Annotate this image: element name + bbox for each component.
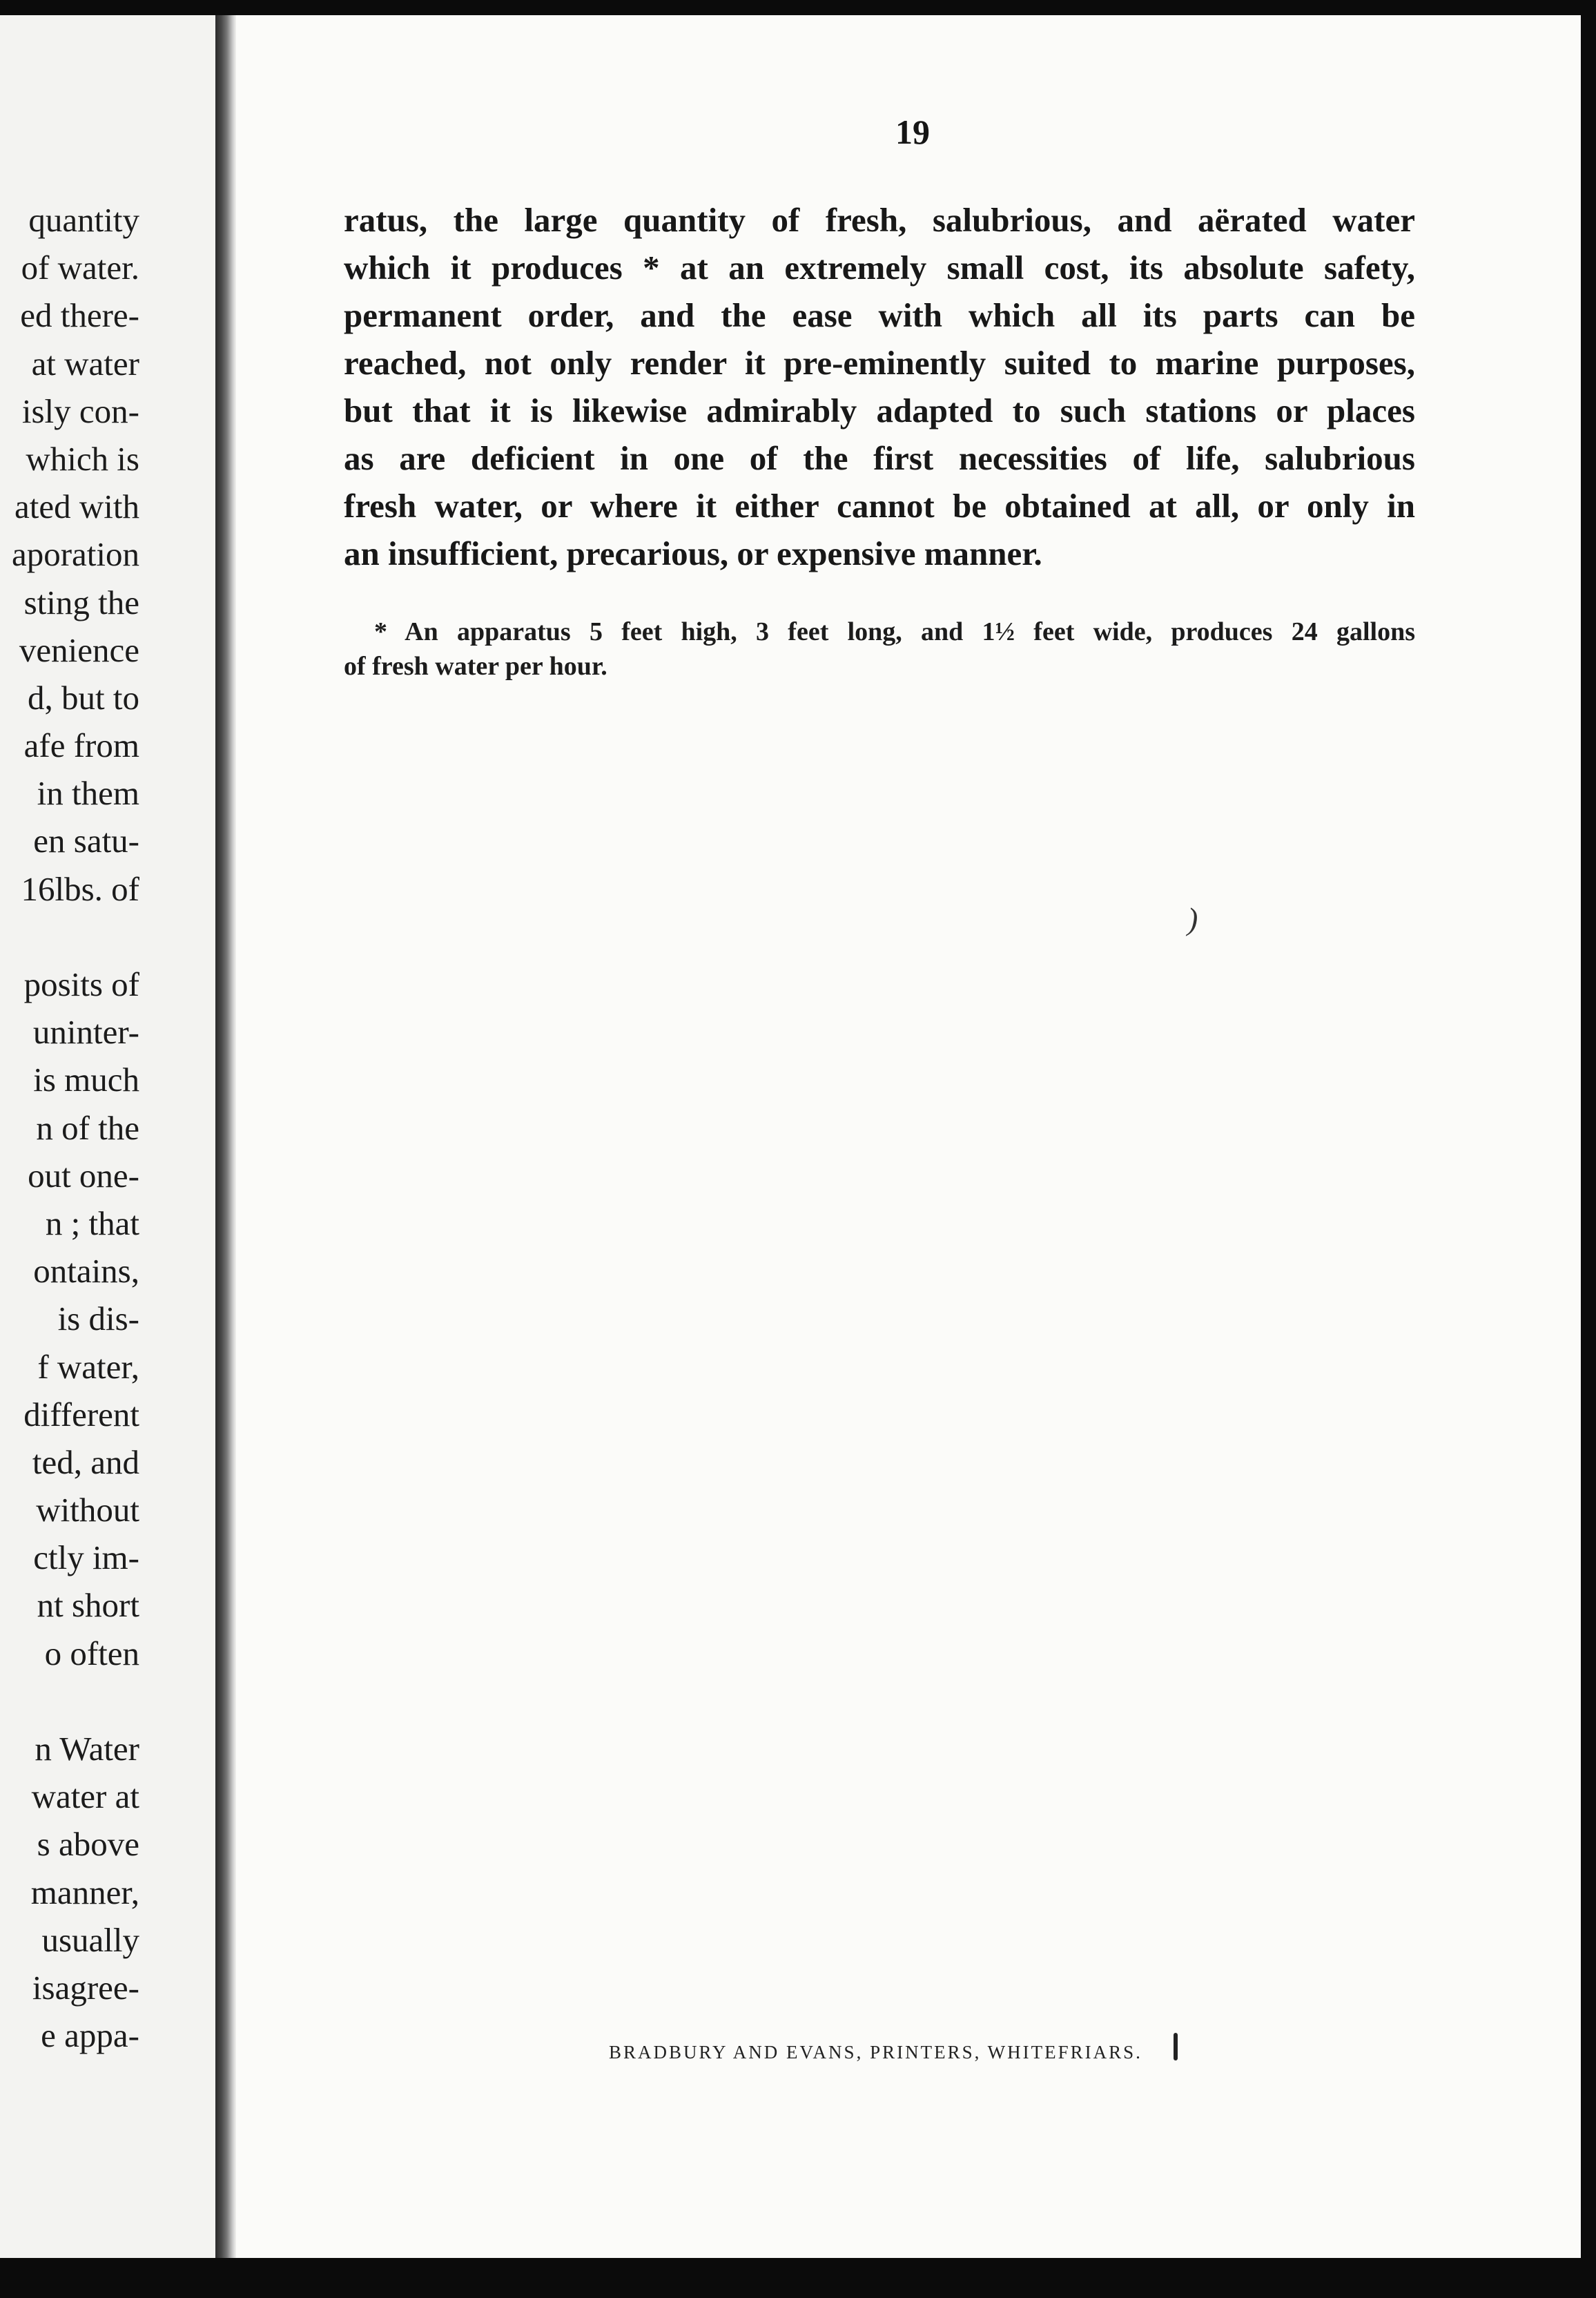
left-line: n ; that <box>45 1204 139 1242</box>
scan-border-top <box>0 0 1596 15</box>
left-line: ted, and <box>32 1442 139 1481</box>
left-line: of water. <box>21 249 139 287</box>
body-line: as are deficient in one of the first necessities of life, salubrious <box>344 439 1415 477</box>
left-line: quantity <box>28 201 139 239</box>
left-line: water at <box>31 1777 139 1816</box>
left-line: en satu- <box>33 822 139 860</box>
scan-border-right <box>1581 15 1596 2258</box>
left-line: ated with <box>14 487 139 526</box>
left-line: n of the <box>36 1108 139 1147</box>
left-line: at water <box>31 344 139 383</box>
left-line: d, but to <box>28 678 139 717</box>
left-line: is dis- <box>57 1300 139 1338</box>
left-line: out one- <box>28 1156 139 1195</box>
left-line: manner, <box>30 1873 139 1911</box>
left-line: venience <box>19 630 139 669</box>
left-line: s above <box>37 1825 139 1864</box>
stray-ink-mark: ) <box>1187 901 1198 936</box>
left-line: is much <box>33 1061 139 1099</box>
left-line: uninter- <box>32 1013 139 1052</box>
left-line: 16lbs. of <box>21 869 139 908</box>
left-line: isly con- <box>21 392 139 430</box>
left-line: ed there- <box>20 296 139 335</box>
footnote-line: * An apparatus 5 feet high, 3 feet long, and 1½ feet wide, produces 24 gallons <box>374 617 1415 646</box>
body-line: an insufficient, precarious, or expensive manner. <box>344 534 1042 572</box>
left-line: o often <box>44 1634 139 1672</box>
body-line: which it produces * at an extremely small cost, its absolute safety, <box>344 249 1415 287</box>
book-gutter <box>215 15 236 2258</box>
right-page <box>236 15 1581 2258</box>
left-line: aporation <box>11 535 139 574</box>
left-line: different <box>23 1395 139 1433</box>
left-line: e appa- <box>41 2016 139 2055</box>
left-line: usually <box>41 1920 139 1959</box>
footnote <box>344 615 1415 684</box>
left-line: ctly im- <box>33 1538 139 1577</box>
left-line: f water, <box>37 1347 139 1386</box>
left-line: afe from <box>23 726 139 765</box>
left-line: isagree- <box>32 1968 139 2007</box>
left-line: which is <box>26 439 139 478</box>
left-page-text <box>0 196 139 2059</box>
left-line <box>0 913 139 960</box>
page-number: 19 <box>895 113 930 151</box>
left-line: ontains, <box>33 1252 139 1291</box>
left-line: without <box>36 1491 139 1529</box>
left-line: n Water <box>35 1730 139 1768</box>
body-line: reached, not only render it pre-eminently suited to marine purposes, <box>344 344 1415 382</box>
left-line: in them <box>37 774 139 813</box>
body-paragraph <box>344 196 1415 577</box>
left-line: nt short <box>37 1586 139 1625</box>
printer-imprint: BRADBURY AND EVANS, PRINTERS, WHITEFRIARS. <box>609 2042 1142 2063</box>
body-line: but that it is likewise admirably adapted to such stations or places <box>344 392 1415 429</box>
body-line: ratus, the large quantity of fresh, salubrious, and aërated water <box>344 201 1415 239</box>
left-line: posits of <box>23 965 139 1003</box>
footnote-line: of fresh water per hour. <box>344 652 607 681</box>
left-page <box>0 15 215 2258</box>
scan-border-bottom <box>0 2258 1596 2298</box>
left-line <box>0 1677 139 1725</box>
left-line: sting the <box>23 583 139 621</box>
body-line: fresh water, or where it either cannot be obtained at all, or only in <box>344 487 1415 525</box>
body-line: permanent order, and the ease with which all its parts can be <box>344 296 1415 334</box>
imprint-ink-mark-icon <box>1174 2033 1178 2060</box>
